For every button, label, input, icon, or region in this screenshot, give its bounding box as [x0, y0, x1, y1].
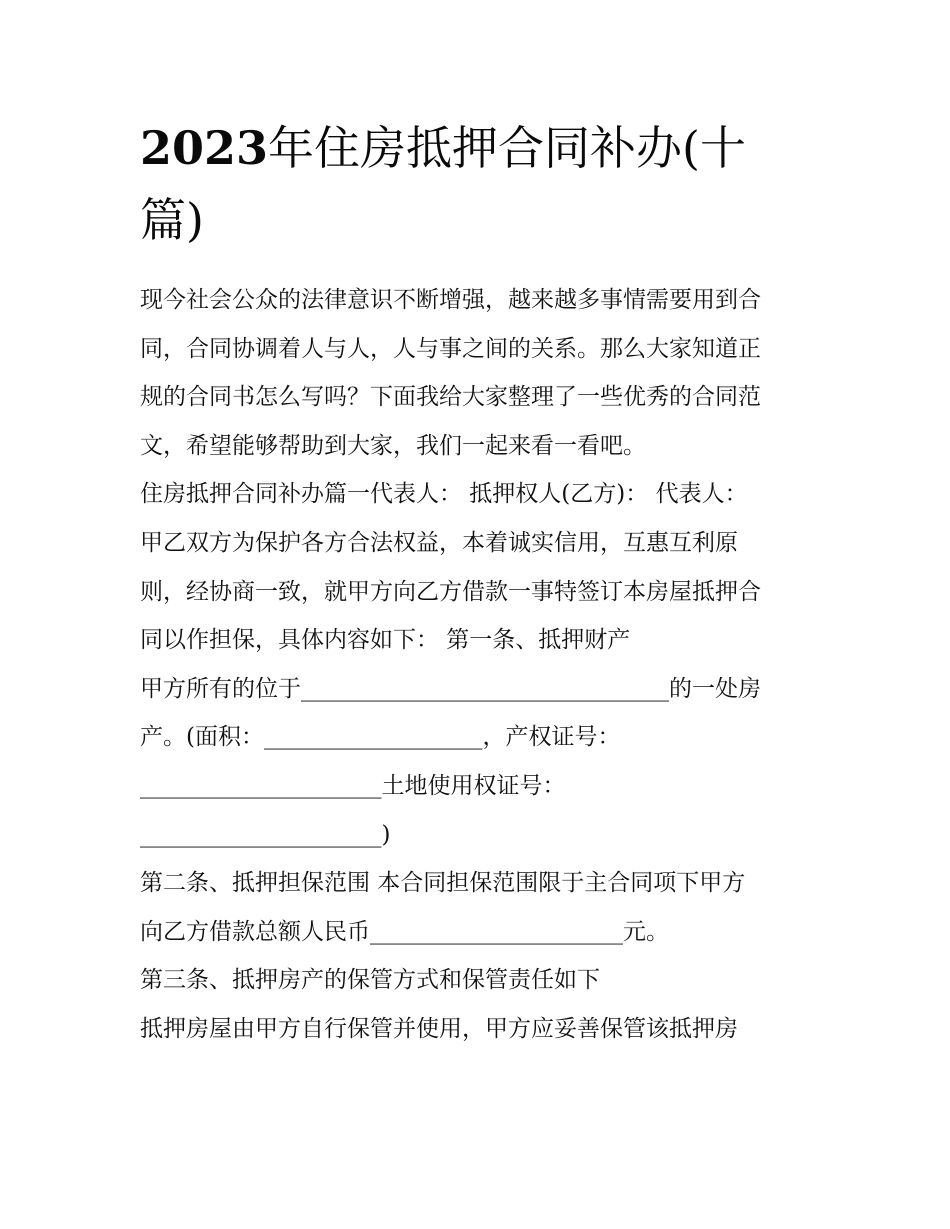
paragraph-line: 甲乙双方为保护各方合法权益，本着诚实信用，互惠互利原 [140, 529, 738, 556]
paragraph-line: _____________________土地使用权证号： [140, 772, 566, 799]
document-body [140, 276, 820, 1054]
paragraph-line: 第二条、抵押担保范围 本合同担保范围限于主合同项下甲方 [140, 870, 746, 897]
title-year: 2023 [140, 121, 269, 175]
paragraph-line: 现今社会公众的法律意识不断增强，越来越多事情需要用到合 [140, 287, 761, 313]
paragraph-line: 住房抵押合同补办篇一代表人： 抵押权人(乙方)： 代表人： [140, 481, 748, 508]
paragraph-line: 同以作担保，具体内容如下： 第一条、抵押财产 [140, 627, 631, 654]
title-line-2: 篇) [140, 193, 204, 247]
document-title [140, 112, 820, 256]
paragraph-line: 第三条、抵押房产的保管方式和保管责任如下 [140, 967, 600, 994]
paragraph-line: 文，希望能够帮助到大家，我们一起来看一看吧。 [140, 432, 646, 459]
paragraph-line: 抵押房屋由甲方自行保管并使用，甲方应妥善保管该抵押房 [140, 1015, 738, 1042]
paragraph-line: 产。(面积：___________________，产权证号： [140, 724, 621, 751]
paragraph-line: _____________________) [140, 821, 391, 848]
title-line-1: 年住房抵押合同补办(十 [268, 121, 746, 175]
paragraph-line: 向乙方借款总额人民币______________________元。 [140, 918, 669, 945]
paragraph-line: 同，合同协调着人与人，人与事之间的关系。那么大家知道正 [140, 335, 761, 362]
paragraph-line: 甲方所有的位于________________________________的一处房 [140, 675, 761, 702]
paragraph-line: 则，经协商一致，就甲方向乙方借款一事特签订本房屋抵押合 [140, 578, 761, 605]
paragraph-line: 规的合同书怎么写吗？下面我给大家整理了一些优秀的合同范 [140, 384, 761, 411]
